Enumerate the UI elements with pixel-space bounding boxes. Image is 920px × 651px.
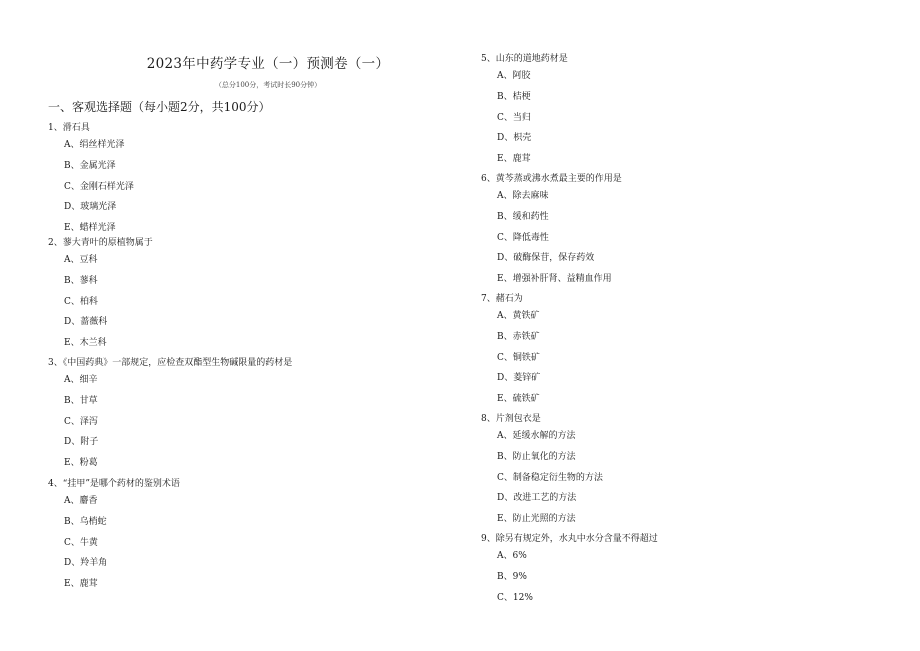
answer-option: C、柏科: [64, 296, 98, 307]
answer-option: B、乌梢蛇: [64, 516, 107, 527]
question-title: 3、《中国药典》一部规定，应检查双酯型生物碱限量的药材是: [48, 358, 293, 368]
answer-option: B、金属光泽: [64, 160, 116, 171]
question-title: 6、黄芩蒸或沸水煮最主要的作用是: [481, 174, 622, 184]
answer-option: A、绢丝样光泽: [64, 140, 125, 150]
answer-option: A、延缓水解的方法: [497, 431, 576, 441]
answer-option: B、甘草: [64, 395, 98, 406]
answer-option: C、泽泻: [64, 416, 98, 427]
answer-option: A、细辛: [64, 375, 98, 385]
question-title: 7、赭石为: [481, 294, 523, 304]
answer-option: E、鹿茸: [64, 579, 98, 590]
answer-option: A、阿胶: [497, 71, 531, 81]
answer-option: C、铜铁矿: [497, 352, 540, 363]
question-title: 8、片剂包衣是: [481, 414, 541, 424]
answer-option: B、9%: [497, 571, 527, 582]
answer-option: C、当归: [497, 112, 531, 123]
answer-option: E、粉葛: [64, 458, 98, 469]
answer-option: E、硫铁矿: [497, 394, 540, 405]
answer-option: D、蔷薇科: [64, 317, 108, 328]
answer-option: B、桔梗: [497, 91, 531, 102]
answer-option: E、鹿茸: [497, 154, 531, 165]
answer-option: A、6%: [497, 551, 527, 561]
answer-option: A、豆科: [64, 255, 98, 265]
answer-option: B、蓼科: [64, 275, 98, 286]
answer-option: D、枳壳: [497, 133, 532, 144]
answer-option: B、缓和药性: [497, 211, 549, 222]
answer-option: E、防止光照的方法: [497, 514, 576, 525]
answer-option: C、12%: [497, 592, 533, 603]
answer-option: D、菱锌矿: [497, 373, 541, 384]
answer-option: D、玻璃光泽: [64, 202, 117, 213]
section-heading: 一、客观选择题（每小题2分，共100分）: [48, 100, 271, 114]
question-title: 4、“挂甲”是哪个药材的鉴别术语: [48, 479, 180, 489]
answer-option: D、改进工艺的方法: [497, 493, 577, 504]
exam-subtitle: （总分100分，考试时长90分钟）: [214, 81, 322, 89]
answer-option: B、防止氧化的方法: [497, 451, 576, 462]
answer-option: E、增强补肝肾、益精血作用: [497, 274, 612, 285]
answer-option: E、木兰科: [64, 338, 107, 349]
answer-option: A、黄铁矿: [497, 311, 540, 321]
answer-option: A、麝香: [64, 496, 98, 506]
exam-title: 2023年中药学专业（一）预测卷（一）: [146, 56, 390, 72]
answer-option: E、蜡样光泽: [64, 223, 116, 234]
answer-option: C、金刚石样光泽: [64, 181, 134, 192]
answer-option: D、羚羊角: [64, 558, 108, 569]
question-title: 1、滑石具: [48, 123, 90, 133]
answer-option: C、降低毒性: [497, 232, 549, 243]
question-title: 9、除另有规定外，水丸中水分含量不得超过: [481, 534, 658, 544]
answer-option: B、赤铁矿: [497, 331, 540, 342]
answer-option: D、破酶保苷，保存药效: [497, 253, 595, 264]
answer-option: A、除去麻味: [497, 191, 549, 201]
question-title: 2、蓼大青叶的原植物属于: [48, 238, 153, 248]
question-title: 5、山东的道地药材是: [481, 54, 568, 64]
answer-option: C、制备稳定衍生物的方法: [497, 472, 603, 483]
answer-option: D、附子: [64, 437, 99, 448]
answer-option: C、牛黄: [64, 537, 98, 548]
